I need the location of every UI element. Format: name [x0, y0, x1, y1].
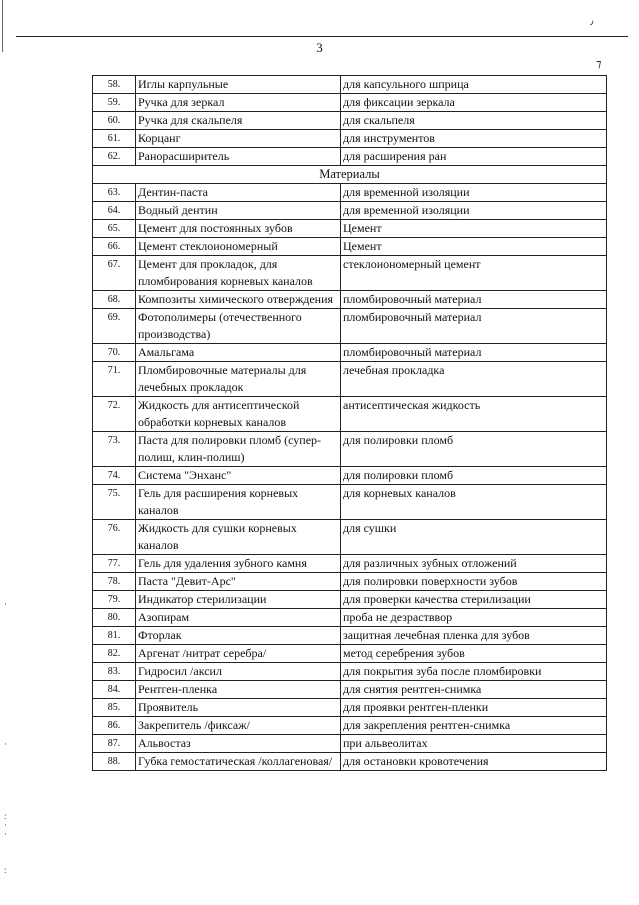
table-row: [93, 485, 607, 520]
item-name: Паста "Девит-Арс": [136, 573, 341, 591]
item-name: Проявитель: [136, 699, 341, 717]
item-name: Цемент для прокладок, для пломбирования корневых каналов: [136, 256, 341, 291]
table-row: [93, 291, 607, 309]
table-row: [93, 627, 607, 645]
item-name: Гидросил /аксил: [136, 663, 341, 681]
item-purpose: для корневых каналов: [341, 485, 607, 520]
table-row: [93, 681, 607, 699]
item-name: Фотополимеры (отечественного производства): [136, 309, 341, 344]
table-row: [93, 362, 607, 397]
item-name: Ручка для скальпеля: [136, 112, 341, 130]
item-purpose: для расширения ран: [341, 148, 607, 166]
table-row: [93, 467, 607, 485]
header-rule: [16, 36, 628, 37]
row-number: 78.: [93, 573, 136, 591]
row-number: 69.: [93, 309, 136, 344]
item-purpose: метод серебрения зубов: [341, 645, 607, 663]
item-purpose: для снятия рентген-снимка: [341, 681, 607, 699]
item-purpose: антисептическая жидкость: [341, 397, 607, 432]
table-row: [93, 520, 607, 555]
materials-table: [92, 75, 607, 771]
row-number: 84.: [93, 681, 136, 699]
row-number: 72.: [93, 397, 136, 432]
row-number: 71.: [93, 362, 136, 397]
table-row: [93, 130, 607, 148]
row-number: 75.: [93, 485, 136, 520]
table-row: [93, 717, 607, 735]
item-name: Аргенат /нитрат серебра/: [136, 645, 341, 663]
item-name: Система "Энханс": [136, 467, 341, 485]
row-number: 70.: [93, 344, 136, 362]
row-number: 76.: [93, 520, 136, 555]
item-purpose: для проявки рентген-пленки: [341, 699, 607, 717]
item-name: Губка гемостатическая /коллагеновая/: [136, 753, 341, 771]
item-name: Корцанг: [136, 130, 341, 148]
row-number: 58.: [93, 76, 136, 94]
item-purpose: пломбировочный материал: [341, 344, 607, 362]
table-row: [93, 94, 607, 112]
page-number: 3: [316, 40, 323, 55]
item-name: Иглы карпульные: [136, 76, 341, 94]
item-purpose: для скальпеля: [341, 112, 607, 130]
row-number: 79.: [93, 591, 136, 609]
item-purpose: Цемент: [341, 220, 607, 238]
margin-speck: ·: [4, 739, 7, 749]
row-number: 81.: [93, 627, 136, 645]
section-row: [93, 166, 607, 184]
row-number: 77.: [93, 555, 136, 573]
table-row: [93, 76, 607, 94]
table-body-instruments: [93, 76, 607, 166]
item-purpose: Цемент: [341, 238, 607, 256]
item-name: Дентин-паста: [136, 184, 341, 202]
row-number: 59.: [93, 94, 136, 112]
item-purpose: для проверки качества стерилизации: [341, 591, 607, 609]
row-number: 61.: [93, 130, 136, 148]
row-number: 85.: [93, 699, 136, 717]
item-purpose: для фиксации зеркала: [341, 94, 607, 112]
row-number: 63.: [93, 184, 136, 202]
item-purpose: для капсульного шприца: [341, 76, 607, 94]
item-name: Цемент для постоянных зубов: [136, 220, 341, 238]
table-row: [93, 645, 607, 663]
row-number: 80.: [93, 609, 136, 627]
row-number: 73.: [93, 432, 136, 467]
item-purpose: для сушки: [341, 520, 607, 555]
table-row: [93, 432, 607, 467]
item-purpose: для полировки поверхности зубов: [341, 573, 607, 591]
item-name: Альвостаз: [136, 735, 341, 753]
margin-speck: : · ·: [4, 811, 7, 839]
row-number: 68.: [93, 291, 136, 309]
item-purpose: для закрепления рентген-снимка: [341, 717, 607, 735]
table-row: [93, 573, 607, 591]
table-row: [93, 735, 607, 753]
item-purpose: для покрытия зуба после пломбировки: [341, 663, 607, 681]
row-number: 65.: [93, 220, 136, 238]
item-purpose: защитная лечебная пленка для зубов: [341, 627, 607, 645]
table-row: [93, 591, 607, 609]
item-purpose: лечебная прокладка: [341, 362, 607, 397]
row-number: 82.: [93, 645, 136, 663]
row-number: 64.: [93, 202, 136, 220]
table-body-section: [93, 166, 607, 184]
item-name: Ранорасширитель: [136, 148, 341, 166]
item-purpose: пломбировочный материал: [341, 291, 607, 309]
item-name: Водный дентин: [136, 202, 341, 220]
item-name: Цемент стеклоиономерный: [136, 238, 341, 256]
item-purpose: для инструментов: [341, 130, 607, 148]
table-row: [93, 148, 607, 166]
item-purpose: для временной изоляции: [341, 202, 607, 220]
item-name: Жидкость для антисептической обработки корневых каналов: [136, 397, 341, 432]
table-body-materials: [93, 184, 607, 771]
table-row: [93, 238, 607, 256]
item-name: Композиты химического отверждения: [136, 291, 341, 309]
item-purpose: для остановки кровотечения: [341, 753, 607, 771]
item-name: Азопирам: [136, 609, 341, 627]
table-row: [93, 256, 607, 291]
table-row: [93, 112, 607, 130]
item-name: Амальгама: [136, 344, 341, 362]
table-row: [93, 663, 607, 681]
item-purpose: при альвеолитах: [341, 735, 607, 753]
item-purpose: пломбировочный материал: [341, 309, 607, 344]
item-purpose: для полировки пломб: [341, 432, 607, 467]
item-name: Пломбировочные материалы для лечебных прокладок: [136, 362, 341, 397]
table-row: [93, 184, 607, 202]
table-row: [93, 555, 607, 573]
corner-mark-right: ⁊: [596, 58, 602, 70]
row-number: 87.: [93, 735, 136, 753]
margin-speck: ·: [4, 599, 7, 609]
table-row: [93, 609, 607, 627]
corner-mark: ٫: [590, 15, 594, 27]
item-name: Ручка для зеркал: [136, 94, 341, 112]
table-row: [93, 344, 607, 362]
item-purpose: для полировки пломб: [341, 467, 607, 485]
item-purpose: для временной изоляции: [341, 184, 607, 202]
item-purpose: проба не дезрастввор: [341, 609, 607, 627]
table-row: [93, 397, 607, 432]
row-number: 67.: [93, 256, 136, 291]
table-row: [93, 220, 607, 238]
item-name: Гель для удаления зубного камня: [136, 555, 341, 573]
table-row: [93, 202, 607, 220]
margin-speck: :: [4, 865, 7, 875]
item-purpose: для различных зубных отложений: [341, 555, 607, 573]
row-number: 74.: [93, 467, 136, 485]
item-name: Жидкость для сушки корневых каналов: [136, 520, 341, 555]
item-name: Гель для расширения корневых каналов: [136, 485, 341, 520]
row-number: 66.: [93, 238, 136, 256]
item-name: Рентген-пленка: [136, 681, 341, 699]
row-number: 86.: [93, 717, 136, 735]
table-row: [93, 699, 607, 717]
row-number: 88.: [93, 753, 136, 771]
item-name: Фторлак: [136, 627, 341, 645]
table-row: [93, 753, 607, 771]
table-row: [93, 309, 607, 344]
section-title: Материалы: [93, 166, 607, 184]
row-number: 83.: [93, 663, 136, 681]
row-number: 60.: [93, 112, 136, 130]
item-name: Паста для полировки пломб (супер-полиш, клин-полиш): [136, 432, 341, 467]
item-purpose: стеклоиономерный цемент: [341, 256, 607, 291]
item-name: Индикатор стерилизации: [136, 591, 341, 609]
row-number: 62.: [93, 148, 136, 166]
item-name: Закрепитель /фиксаж/: [136, 717, 341, 735]
